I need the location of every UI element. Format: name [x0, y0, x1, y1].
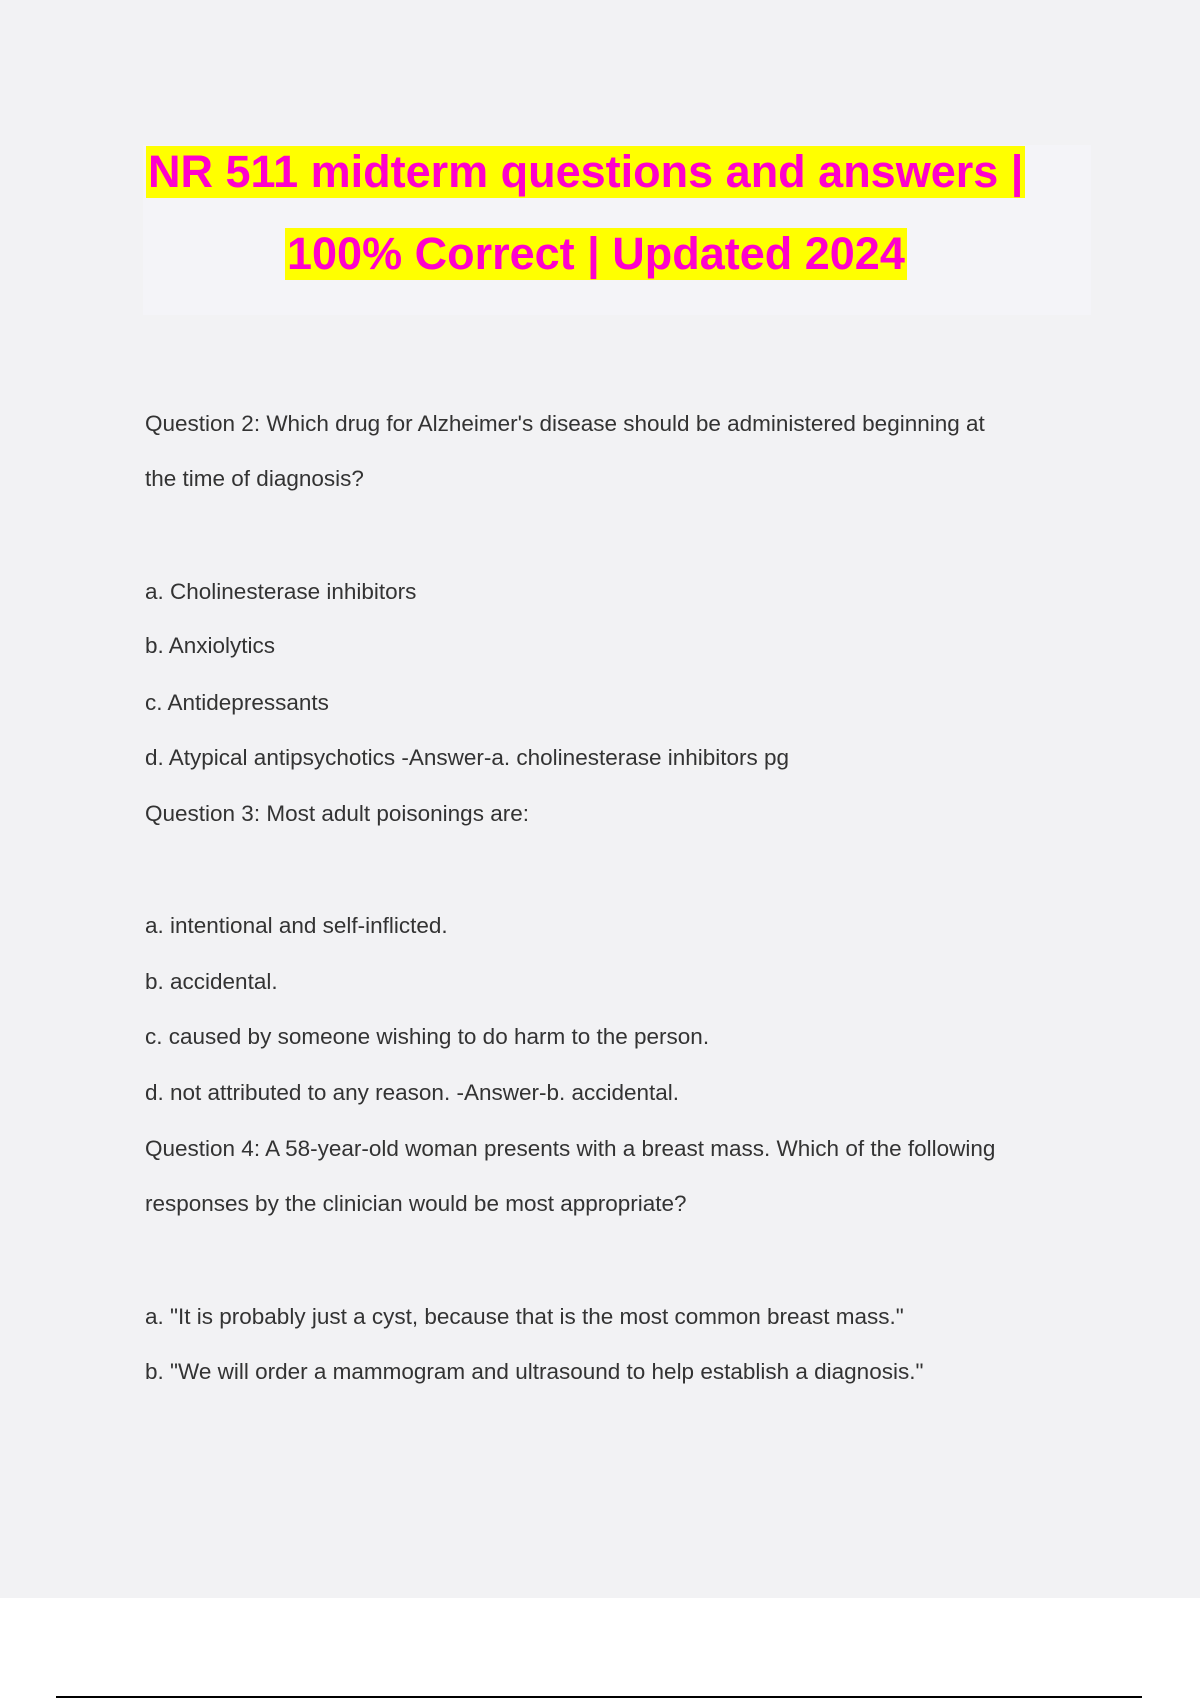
question-4-option-b: b. "We will order a mammogram and ultrasound to help establish a diagnosis."	[145, 1359, 924, 1384]
question-3-option-a: a. intentional and self-inflicted.	[145, 913, 448, 938]
question-3-option-d: d. not attributed to any reason. -Answer-b. accidental.	[145, 1080, 680, 1105]
question-2-option-d: d. Atypical antipsychotics -Answer-a. cholinesterase inhibitors pg	[145, 745, 790, 770]
question-3-text: Question 3: Most adult poisonings are:	[145, 801, 529, 826]
document-title	[143, 145, 1091, 315]
question-2-option-c: c. Antidepressants	[145, 690, 329, 715]
question-4-text: Question 4: A 58-year-old woman presents with a breast mass. Which of the following	[145, 1136, 996, 1161]
title-line-1: NR 511 midterm questions and answers |	[148, 146, 1024, 197]
question-2-text-cont: the time of diagnosis?	[145, 466, 364, 491]
title-line-2: 100% Correct | Updated 2024	[287, 228, 905, 279]
footer-divider	[56, 1696, 1142, 1698]
question-4-text-cont: responses by the clinician would be most appropriate?	[145, 1191, 687, 1216]
question-4-option-a: a. "It is probably just a cyst, because that is the most common breast mass."	[145, 1304, 904, 1329]
question-2-option-b: b. Anxiolytics	[145, 633, 276, 658]
question-2-text: Question 2: Which drug for Alzheimer's disease should be administered beginning at	[145, 411, 985, 436]
question-2-option-a: a. Cholinesterase inhibitors	[145, 579, 417, 604]
question-3-option-b: b. accidental.	[145, 969, 278, 994]
question-3-option-c: c. caused by someone wishing to do harm to the person.	[145, 1024, 710, 1049]
